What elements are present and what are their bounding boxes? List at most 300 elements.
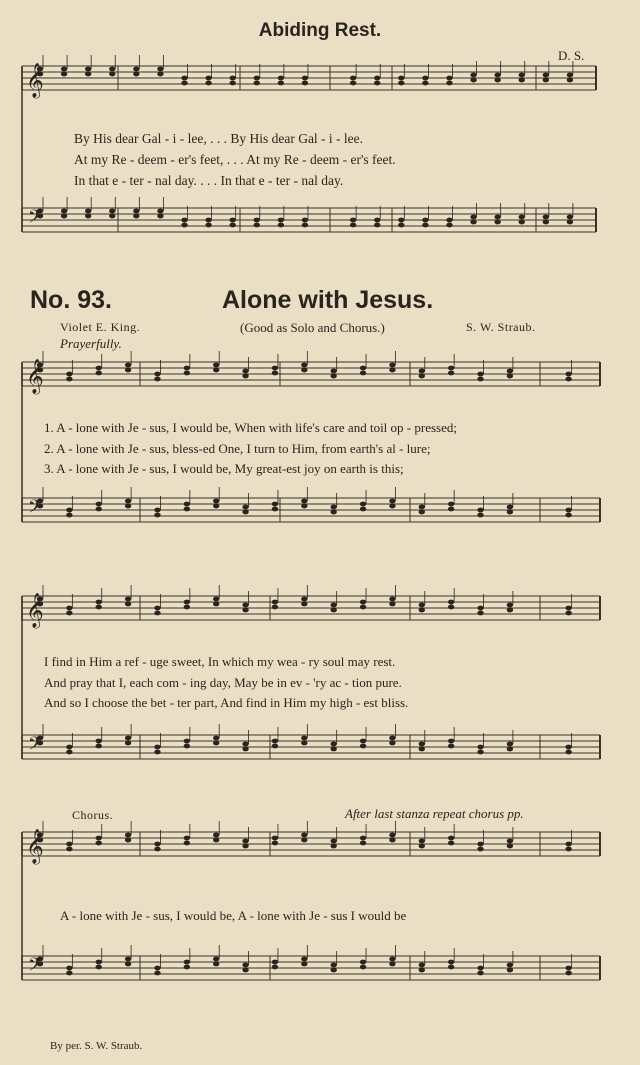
note-head bbox=[330, 603, 336, 608]
chorus-lyric: A - lone with Je - sus, I would be, A - lone with Je - sus I would be bbox=[60, 908, 407, 923]
note-head bbox=[360, 960, 366, 965]
note-head bbox=[470, 78, 476, 83]
note-head bbox=[477, 966, 483, 971]
note-head bbox=[154, 377, 160, 382]
note-head bbox=[330, 968, 336, 973]
note-head bbox=[66, 508, 72, 513]
note-head bbox=[565, 847, 571, 852]
note-head bbox=[565, 966, 571, 971]
note-head bbox=[96, 605, 102, 610]
credit-line: By per. S. W. Straub. bbox=[50, 1040, 143, 1052]
verse3-line2: And so I choose the bet - ter part, And find in Him my high - est bliss. bbox=[44, 695, 409, 710]
note-head bbox=[419, 608, 425, 613]
ds-mark: D. S. bbox=[558, 48, 585, 63]
chorus-treble-staff bbox=[22, 832, 600, 856]
note-head bbox=[242, 742, 248, 747]
note-head bbox=[565, 745, 571, 750]
note-head bbox=[85, 72, 91, 77]
top-lyric-3: In that e - ter - nal day. . . . In that e - ter - nal day. bbox=[74, 173, 344, 188]
note-head bbox=[448, 836, 454, 841]
note-head bbox=[205, 223, 211, 228]
note-head bbox=[519, 220, 525, 225]
note-head bbox=[109, 72, 115, 77]
note-head bbox=[184, 836, 190, 841]
note-head bbox=[543, 78, 549, 83]
note-head bbox=[125, 833, 131, 838]
verse1-treble-staff bbox=[22, 362, 600, 386]
clef-icon: 𝄞 bbox=[26, 63, 44, 98]
note-head bbox=[66, 377, 72, 382]
note-head bbox=[213, 597, 219, 602]
verse1-line2: I find in Him a ref - uge sweet, In which my wea - ry soul may rest. bbox=[44, 654, 396, 669]
note-head bbox=[301, 602, 307, 607]
note-head bbox=[157, 67, 163, 72]
note-head bbox=[567, 220, 573, 225]
note-head bbox=[302, 223, 308, 228]
note-head bbox=[477, 750, 483, 755]
note-head bbox=[157, 214, 163, 219]
note-head bbox=[242, 374, 248, 379]
note-head bbox=[96, 502, 102, 507]
note-head bbox=[184, 605, 190, 610]
note-head bbox=[567, 73, 573, 78]
note-head bbox=[477, 508, 483, 513]
note-head bbox=[96, 965, 102, 970]
verse2-bass-staff bbox=[22, 735, 600, 759]
note-head bbox=[133, 209, 139, 214]
note-head bbox=[519, 215, 525, 220]
subtitle: (Good as Solo and Chorus.) bbox=[240, 320, 385, 335]
note-head bbox=[360, 366, 366, 371]
note-head bbox=[419, 963, 425, 968]
note-head bbox=[184, 507, 190, 512]
note-head bbox=[125, 957, 131, 962]
note-head bbox=[242, 839, 248, 844]
note-head bbox=[389, 833, 395, 838]
note-head bbox=[350, 81, 356, 86]
note-head bbox=[565, 377, 571, 382]
note-head bbox=[494, 215, 500, 220]
chorus-label: Chorus. bbox=[72, 808, 114, 822]
note-head bbox=[213, 741, 219, 746]
note-head bbox=[419, 742, 425, 747]
note-head bbox=[419, 603, 425, 608]
note-head bbox=[61, 209, 67, 214]
note-head bbox=[543, 73, 549, 78]
note-head bbox=[398, 218, 404, 223]
note-head bbox=[470, 220, 476, 225]
note-head bbox=[125, 741, 131, 746]
note-head bbox=[184, 600, 190, 605]
note-head bbox=[330, 844, 336, 849]
note-head bbox=[272, 960, 278, 965]
note-head bbox=[448, 960, 454, 965]
note-head bbox=[154, 847, 160, 852]
note-head bbox=[96, 744, 102, 749]
note-head bbox=[154, 971, 160, 976]
note-head bbox=[154, 372, 160, 377]
note-head bbox=[184, 841, 190, 846]
note-head bbox=[360, 965, 366, 970]
note-head bbox=[507, 839, 513, 844]
note-head bbox=[125, 363, 131, 368]
note-head bbox=[213, 962, 219, 967]
clef-icon: 𝄢 bbox=[28, 207, 43, 232]
note-head bbox=[507, 369, 513, 374]
note-head bbox=[61, 67, 67, 72]
note-head bbox=[301, 597, 307, 602]
note-head bbox=[184, 960, 190, 965]
note-head bbox=[360, 605, 366, 610]
note-head bbox=[389, 736, 395, 741]
note-head bbox=[507, 742, 513, 747]
note-head bbox=[272, 502, 278, 507]
note-head bbox=[507, 374, 513, 379]
note-head bbox=[133, 214, 139, 219]
note-head bbox=[272, 507, 278, 512]
chorus-note: After last stanza repeat chorus pp. bbox=[345, 806, 524, 821]
hymn-number: No. 93. bbox=[30, 286, 112, 314]
note-head bbox=[181, 223, 187, 228]
note-head bbox=[398, 76, 404, 81]
note-head bbox=[448, 507, 454, 512]
note-head bbox=[278, 223, 284, 228]
note-head bbox=[389, 957, 395, 962]
note-head bbox=[125, 736, 131, 741]
note-head bbox=[301, 741, 307, 746]
note-head bbox=[419, 505, 425, 510]
note-head bbox=[181, 218, 187, 223]
note-head bbox=[360, 744, 366, 749]
note-head bbox=[66, 842, 72, 847]
note-head bbox=[389, 504, 395, 509]
note-head bbox=[330, 963, 336, 968]
note-head bbox=[96, 371, 102, 376]
note-head bbox=[519, 78, 525, 83]
note-head bbox=[96, 507, 102, 512]
note-head bbox=[213, 957, 219, 962]
note-head bbox=[125, 962, 131, 967]
author: Violet E. King. bbox=[60, 320, 141, 334]
note-head bbox=[154, 606, 160, 611]
note-head bbox=[477, 847, 483, 852]
note-head bbox=[448, 605, 454, 610]
note-head bbox=[133, 72, 139, 77]
note-head bbox=[448, 744, 454, 749]
note-head bbox=[157, 72, 163, 77]
note-head bbox=[360, 841, 366, 846]
note-head bbox=[419, 374, 425, 379]
note-head bbox=[301, 838, 307, 843]
note-head bbox=[66, 966, 72, 971]
note-head bbox=[205, 81, 211, 86]
note-head bbox=[254, 223, 260, 228]
note-head bbox=[302, 76, 308, 81]
note-head bbox=[205, 76, 211, 81]
note-head bbox=[360, 600, 366, 605]
note-head bbox=[229, 223, 235, 228]
note-head bbox=[213, 833, 219, 838]
note-head bbox=[109, 214, 115, 219]
hymn-title: Alone with Jesus. bbox=[222, 286, 434, 314]
note-head bbox=[350, 223, 356, 228]
note-head bbox=[507, 505, 513, 510]
note-head bbox=[66, 372, 72, 377]
note-head bbox=[360, 502, 366, 507]
note-head bbox=[330, 374, 336, 379]
note-head bbox=[301, 363, 307, 368]
note-head bbox=[96, 960, 102, 965]
note-head bbox=[374, 81, 380, 86]
note-head bbox=[125, 597, 131, 602]
note-head bbox=[213, 499, 219, 504]
note-head bbox=[154, 611, 160, 616]
note-head bbox=[229, 218, 235, 223]
note-head bbox=[448, 600, 454, 605]
note-head bbox=[154, 966, 160, 971]
note-head bbox=[330, 742, 336, 747]
note-head bbox=[213, 736, 219, 741]
note-head bbox=[272, 366, 278, 371]
note-head bbox=[398, 81, 404, 86]
note-head bbox=[66, 745, 72, 750]
note-head bbox=[446, 81, 452, 86]
verse1-bass-staff bbox=[22, 498, 600, 522]
note-head bbox=[96, 841, 102, 846]
note-head bbox=[477, 513, 483, 518]
note-head bbox=[66, 847, 72, 852]
note-head bbox=[184, 744, 190, 749]
note-head bbox=[278, 218, 284, 223]
note-head bbox=[494, 78, 500, 83]
note-head bbox=[301, 833, 307, 838]
note-head bbox=[133, 67, 139, 72]
note-head bbox=[301, 368, 307, 373]
verse2-line2: And pray that I, each com - ing day, May be in ev - 'ry ac - tion pure. bbox=[44, 675, 402, 690]
note-head bbox=[360, 836, 366, 841]
note-head bbox=[330, 747, 336, 752]
note-head bbox=[507, 608, 513, 613]
chorus-bass-staff bbox=[22, 956, 600, 980]
note-head bbox=[184, 371, 190, 376]
note-head bbox=[543, 220, 549, 225]
note-head bbox=[154, 750, 160, 755]
note-head bbox=[565, 842, 571, 847]
note-head bbox=[272, 600, 278, 605]
note-head bbox=[398, 223, 404, 228]
note-head bbox=[565, 513, 571, 518]
note-head bbox=[470, 73, 476, 78]
note-head bbox=[448, 965, 454, 970]
note-head bbox=[494, 73, 500, 78]
note-head bbox=[213, 363, 219, 368]
top-treble-staff bbox=[22, 66, 596, 90]
note-head bbox=[330, 839, 336, 844]
note-head bbox=[330, 369, 336, 374]
note-head bbox=[360, 371, 366, 376]
note-head bbox=[213, 602, 219, 607]
note-head bbox=[154, 842, 160, 847]
note-head bbox=[125, 602, 131, 607]
note-head bbox=[350, 218, 356, 223]
note-head bbox=[85, 209, 91, 214]
note-head bbox=[448, 841, 454, 846]
top-lyric-1: By His dear Gal - i - lee, . . . By His dear Gal - i - lee. bbox=[74, 131, 364, 146]
note-head bbox=[85, 67, 91, 72]
note-head bbox=[254, 81, 260, 86]
note-head bbox=[213, 504, 219, 509]
note-head bbox=[446, 76, 452, 81]
note-head bbox=[422, 76, 428, 81]
abiding-rest-title: Abiding Rest. bbox=[258, 20, 382, 41]
note-head bbox=[477, 611, 483, 616]
verse3-line1: 3. A - lone with Je - sus, I would be, My great-est joy on earth is this; bbox=[44, 461, 404, 476]
note-head bbox=[96, 366, 102, 371]
note-head bbox=[507, 510, 513, 515]
note-head bbox=[330, 505, 336, 510]
note-head bbox=[507, 603, 513, 608]
note-head bbox=[360, 739, 366, 744]
composer: S. W. Straub. bbox=[466, 320, 536, 334]
note-head bbox=[419, 747, 425, 752]
note-head bbox=[419, 369, 425, 374]
note-head bbox=[278, 81, 284, 86]
note-head bbox=[181, 76, 187, 81]
note-head bbox=[448, 371, 454, 376]
note-head bbox=[184, 965, 190, 970]
note-head bbox=[301, 504, 307, 509]
tempo-marking: Prayerfully. bbox=[60, 336, 122, 351]
clef-icon: 𝄞 bbox=[26, 593, 44, 628]
note-head bbox=[301, 962, 307, 967]
note-head bbox=[154, 745, 160, 750]
note-head bbox=[85, 214, 91, 219]
note-head bbox=[446, 223, 452, 228]
note-head bbox=[213, 838, 219, 843]
top-bass-staff bbox=[22, 208, 596, 232]
note-head bbox=[507, 844, 513, 849]
note-head bbox=[272, 965, 278, 970]
note-head bbox=[389, 962, 395, 967]
clef-icon: 𝄢 bbox=[28, 497, 43, 522]
note-head bbox=[519, 73, 525, 78]
note-head bbox=[350, 76, 356, 81]
note-head bbox=[109, 67, 115, 72]
note-head bbox=[302, 81, 308, 86]
note-head bbox=[507, 747, 513, 752]
note-head bbox=[301, 499, 307, 504]
note-head bbox=[389, 838, 395, 843]
note-head bbox=[66, 971, 72, 976]
note-head bbox=[272, 739, 278, 744]
note-head bbox=[66, 606, 72, 611]
note-head bbox=[477, 842, 483, 847]
note-head bbox=[477, 745, 483, 750]
note-head bbox=[302, 218, 308, 223]
note-head bbox=[543, 215, 549, 220]
note-head bbox=[389, 602, 395, 607]
note-head bbox=[242, 369, 248, 374]
note-head bbox=[448, 366, 454, 371]
clef-icon: 𝄢 bbox=[28, 734, 43, 759]
note-head bbox=[205, 218, 211, 223]
note-head bbox=[565, 372, 571, 377]
note-head bbox=[330, 608, 336, 613]
note-head bbox=[374, 218, 380, 223]
note-head bbox=[565, 971, 571, 976]
note-head bbox=[419, 968, 425, 973]
note-head bbox=[422, 218, 428, 223]
note-head bbox=[272, 744, 278, 749]
note-head bbox=[565, 606, 571, 611]
note-head bbox=[154, 513, 160, 518]
verse2-line1: 2. A - lone with Je - sus, bless-ed One, I turn to Him, from earth's al - lure; bbox=[44, 441, 431, 456]
note-head bbox=[242, 844, 248, 849]
note-head bbox=[278, 76, 284, 81]
note-head bbox=[507, 963, 513, 968]
note-head bbox=[242, 747, 248, 752]
note-head bbox=[66, 611, 72, 616]
note-head bbox=[422, 81, 428, 86]
note-head bbox=[125, 368, 131, 373]
note-head bbox=[477, 971, 483, 976]
note-head bbox=[360, 507, 366, 512]
clef-icon: 𝄞 bbox=[26, 359, 44, 394]
note-head bbox=[446, 218, 452, 223]
note-head bbox=[242, 608, 248, 613]
note-head bbox=[567, 215, 573, 220]
note-head bbox=[242, 510, 248, 515]
note-head bbox=[125, 504, 131, 509]
note-head bbox=[507, 968, 513, 973]
note-head bbox=[565, 750, 571, 755]
note-head bbox=[66, 750, 72, 755]
note-head bbox=[477, 606, 483, 611]
note-head bbox=[374, 76, 380, 81]
note-head bbox=[181, 81, 187, 86]
note-head bbox=[477, 372, 483, 377]
note-head bbox=[389, 741, 395, 746]
note-head bbox=[301, 736, 307, 741]
note-head bbox=[109, 209, 115, 214]
note-head bbox=[301, 957, 307, 962]
note-head bbox=[419, 839, 425, 844]
note-head bbox=[61, 214, 67, 219]
clef-icon: 𝄢 bbox=[28, 955, 43, 980]
note-head bbox=[242, 603, 248, 608]
note-head bbox=[330, 510, 336, 515]
top-lyric-2: At my Re - deem - er's feet, . . . At my Re - deem - er's feet. bbox=[74, 152, 396, 167]
verse2-treble-staff bbox=[22, 596, 600, 620]
note-head bbox=[389, 363, 395, 368]
note-head bbox=[477, 377, 483, 382]
note-head bbox=[184, 502, 190, 507]
note-head bbox=[242, 968, 248, 973]
note-head bbox=[448, 502, 454, 507]
note-head bbox=[565, 508, 571, 513]
note-head bbox=[96, 836, 102, 841]
note-head bbox=[184, 366, 190, 371]
note-head bbox=[272, 371, 278, 376]
note-head bbox=[389, 597, 395, 602]
note-head bbox=[272, 605, 278, 610]
note-head bbox=[494, 220, 500, 225]
note-head bbox=[422, 223, 428, 228]
note-head bbox=[567, 78, 573, 83]
note-head bbox=[470, 215, 476, 220]
note-head bbox=[66, 513, 72, 518]
note-head bbox=[254, 218, 260, 223]
